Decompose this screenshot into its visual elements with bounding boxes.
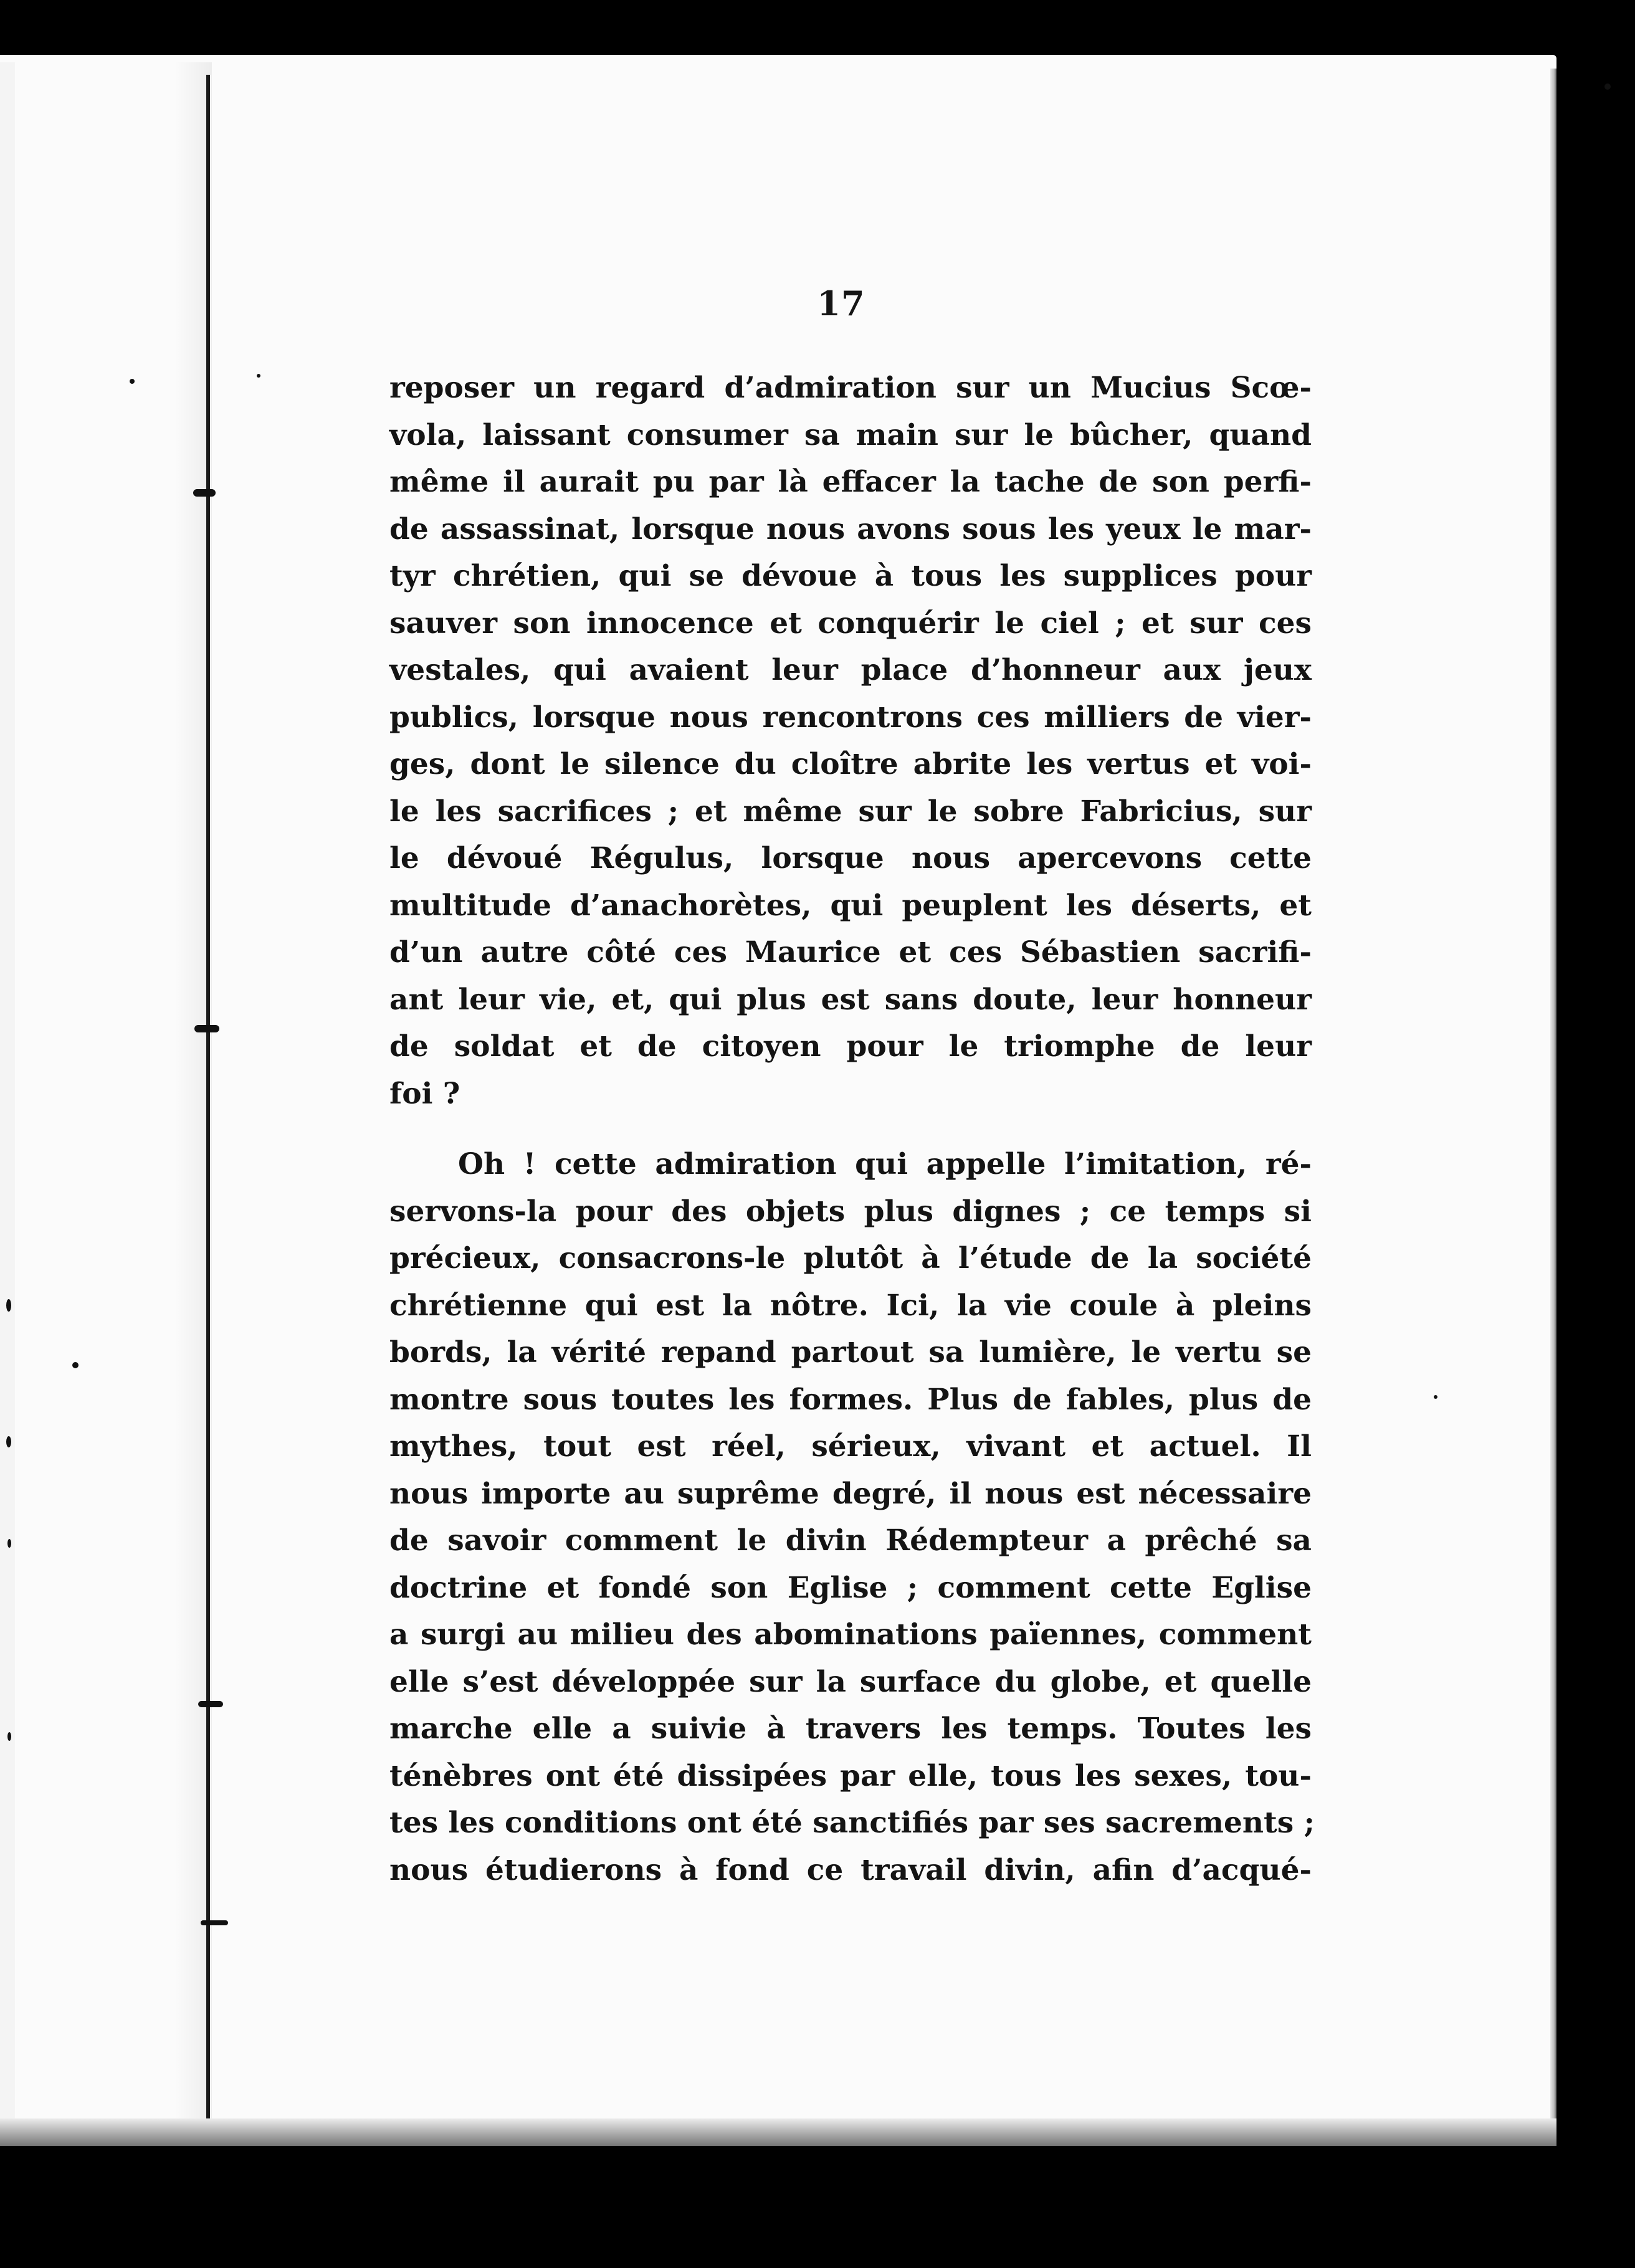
bottom-page-edge bbox=[0, 2118, 1556, 2146]
text-line: précieux, consacrons-le plutôt à l’étude de la société bbox=[389, 1241, 1312, 1275]
scan-mark bbox=[201, 1920, 228, 1925]
previous-page-edge bbox=[0, 62, 15, 2118]
scan-speck bbox=[1434, 1395, 1437, 1399]
text-line: d’un autre côté ces Maurice et ces Sébastien sacrifi- bbox=[389, 935, 1312, 970]
text-line: Oh ! cette admiration qui appelle l’imitation, ré- bbox=[458, 1147, 1312, 1181]
text-line: vola, laissant consumer sa main sur le bûcher, quand bbox=[389, 417, 1312, 452]
body-text bbox=[389, 364, 1315, 1894]
scan-speck bbox=[72, 1362, 79, 1368]
text-line: doctrine et fondé son Eglise ; comment cette Eglise bbox=[389, 1570, 1312, 1605]
text-line: reposer un regard d’admiration sur un Mucius Scœ- bbox=[389, 371, 1312, 405]
paragraph-gap bbox=[389, 1117, 1312, 1141]
scan-speck bbox=[7, 1732, 11, 1741]
text-line: tyr chrétien, qui se dévoue à tous les supplices pour bbox=[389, 559, 1312, 593]
text-line: chrétienne qui est la nôtre. Ici, la vie coule à pleins bbox=[389, 1288, 1312, 1323]
scan-mark bbox=[193, 489, 216, 497]
text-line: ant leur vie, et, qui plus est sans doute, leur honneur bbox=[389, 982, 1312, 1017]
paragraph bbox=[389, 1141, 1315, 1894]
text-line: nous étudierons à fond ce travail divin, afin d’acqué- bbox=[389, 1852, 1312, 1887]
text-line: nous importe au suprême degré, il nous est nécessaire bbox=[389, 1476, 1312, 1511]
text-line: le dévoué Régulus, lorsque nous apercevons cette bbox=[389, 841, 1312, 875]
text-line: elle s’est développée sur la surface du globe, et quelle bbox=[389, 1664, 1312, 1699]
text-line: ges, dont le silence du cloître abrite les vertus et voi- bbox=[389, 747, 1312, 781]
text-line: vestales, qui avaient leur place d’honneur aux jeux bbox=[389, 653, 1312, 687]
scan-speck bbox=[7, 1539, 11, 1548]
text-line: foi ? bbox=[389, 1076, 460, 1111]
text-line: de assassinat, lorsque nous avons sous les yeux le mar- bbox=[389, 512, 1312, 546]
scan-mark bbox=[198, 1701, 223, 1707]
text-line: même il aurait pu par là effacer la tache de son perfi- bbox=[389, 465, 1312, 499]
scan-speck bbox=[6, 1299, 11, 1312]
text-line: publics, lorsque nous rencontrons ces milliers de vier- bbox=[389, 700, 1312, 735]
scan-speck bbox=[6, 1436, 11, 1447]
text-line: bords, la vérité repand partout sa lumière, le vertu se bbox=[389, 1335, 1312, 1370]
scan-mark bbox=[194, 1025, 219, 1032]
text-line: servons-la pour des objets plus dignes ; ce temps si bbox=[389, 1194, 1312, 1229]
right-page-edge bbox=[1550, 69, 1556, 2128]
text-line: mythes, tout est réel, sérieux, vivant et actuel. Il bbox=[389, 1429, 1312, 1464]
text-line: le les sacrifices ; et même sur le sobre Fabricius, sur bbox=[389, 794, 1312, 829]
text-line: marche elle a suivie à travers les temps. Toutes les bbox=[389, 1712, 1312, 1746]
text-line: ténèbres ont été dissipées par elle, tous les sexes, tou- bbox=[389, 1758, 1312, 1793]
paragraph bbox=[389, 364, 1312, 1117]
scan-speck bbox=[130, 379, 135, 384]
text-line: montre sous toutes les formes. Plus de fables, plus de bbox=[389, 1382, 1312, 1417]
page-number: 17 bbox=[817, 284, 865, 323]
text-line: de savoir comment le divin Rédempteur a prêché sa bbox=[389, 1523, 1312, 1558]
text-line: sauver son innocence et conquérir le ciel ; et sur ces bbox=[389, 606, 1312, 641]
scan-speck bbox=[1604, 83, 1611, 90]
text-line: multitude d’anachorètes, qui peuplent les déserts, et bbox=[389, 888, 1312, 923]
text-line: de soldat et de citoyen pour le triomphe de leur bbox=[389, 1029, 1312, 1064]
text-line: tes les conditions ont été sanctifiés par ses sacrements ; bbox=[389, 1806, 1315, 1840]
text-line: a surgi au milieu des abominations païennes, comment bbox=[389, 1618, 1312, 1652]
scan-speck bbox=[257, 374, 260, 378]
gutter-fold-line bbox=[206, 75, 210, 2131]
